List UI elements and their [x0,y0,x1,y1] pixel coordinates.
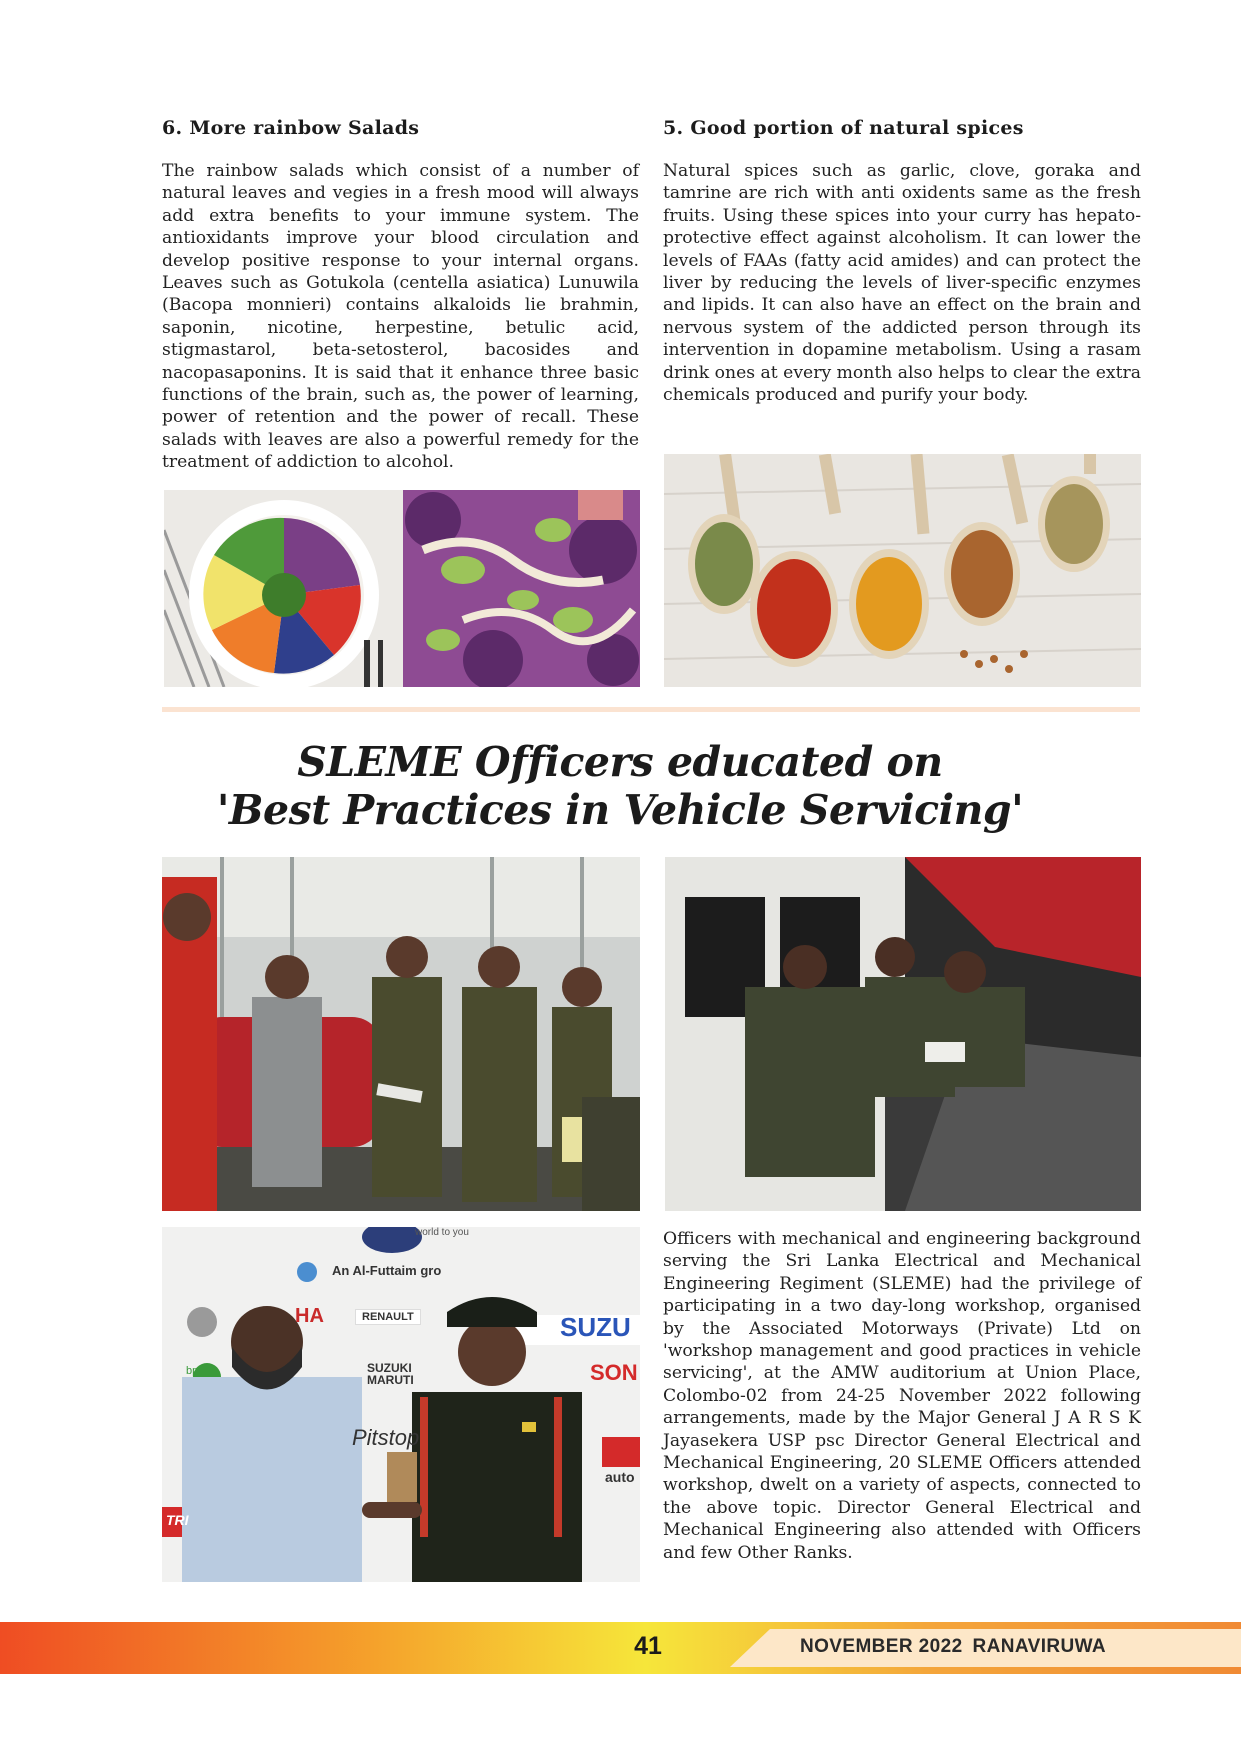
spices-heading: 5. Good portion of natural spices [663,117,1024,139]
sign-suzuki-large: SUZU [560,1312,631,1342]
award-presentation-photo [162,1227,640,1582]
sign-bp: bp [186,1365,199,1377]
feature-title-line1: SLEME Officers educated on [297,738,943,786]
page-number: 41 [634,1632,662,1660]
feature-title [150,738,1090,834]
feature-body: Officers with mechanical and engineering background serving the Sri Lanka Electrical and Mechanical Engineering Regiment (SLEME) had the privilege of participating in a two day-long workshop, organised by the Associated Motorways (Private) Ltd on 'workshop management and good practices in vehicle servicing', at the AMW auditorium at Union Place, Colombo-02 from 24-25 November 2022 following arrangements, made by the Major General J A R S K Jayasekera USP psc Director General Electrical and Mechanical Engineering, 20 SLEME Officers attended workshop, dwelt on a variety of aspects, connected to the above topic. Director General Electrical and Mechanical Engineering also attended with Officers and few Other Ranks. [663,1229,1141,1563]
sign-renault: RENAULT [355,1309,421,1325]
issue-date: NOVEMBER 2022 [800,1636,963,1657]
sign-suzuki-maruti [367,1362,414,1386]
officers-workshop-photo [162,857,640,1211]
sign-tri: TRI [166,1512,189,1528]
sign-world-to-you: world to you [415,1227,469,1238]
salads-heading: 6. More rainbow Salads [162,117,420,139]
footer-issue-label [800,1636,1106,1658]
spices-spoons-photo [664,454,1141,687]
sign-yamaha: HA [295,1305,324,1327]
salad-bowl-photo [164,490,403,687]
salads-body: The rainbow salads which consist of a number of natural leaves and vegies in a fresh mood will always add extra benefits to your immune system. The antioxidants improve your blood circulation and develop positive response to your internal organs. Leaves such as Gotukola (centella asiatica) Lunuwila (Bacopa monnieri) contains alkaloids lie brahmin, saponin, nicotine, herpestine, betulic acid, stigmastarol, beta-setosterol, bacosides and nacopasaponins. It is said that it enhance three basic functions of the brain, such as, the power of learning, power of retention and the power of recall. These salads with leaves are also a powerful remedy for the treatment of addiction to alcohol. [162,161,639,473]
feature-title-line2: 'Best Practices in Vehicle Servicing' [216,786,1024,834]
sign-pitstop: Pitstop [352,1425,420,1450]
sign-al-futtaim: An Al-Futtaim gro [332,1263,442,1278]
sign-sony: SON [590,1360,638,1385]
engine-inspection-photo [665,857,1141,1211]
sign-auto: auto [605,1469,635,1485]
sign-maruti: MARUTI [367,1373,414,1387]
sign-suzuki-small: SUZUKI [367,1361,412,1375]
spices-body: Natural spices such as garlic, clove, goraka and tamrine are rich with anti oxidents same as the fresh fruits. Using these spices into your curry has hepato-protective effect against alcoholism. It can lower the levels of FAAs (fatty acid amides) and can protect the liver by reducing the levels of liver-specific enzymes and lipids. It can also have an effect on the brain and nervous system of the addicted person through its intervention in dopamine metabolism. Using a rasam drink ones at every month also helps to clear the extra chemicals produced and purify your body. [663,161,1141,406]
section-divider [162,707,1140,712]
salad-closeup-photo [403,490,640,687]
magazine-name: RANAVIRUWA [972,1636,1107,1657]
